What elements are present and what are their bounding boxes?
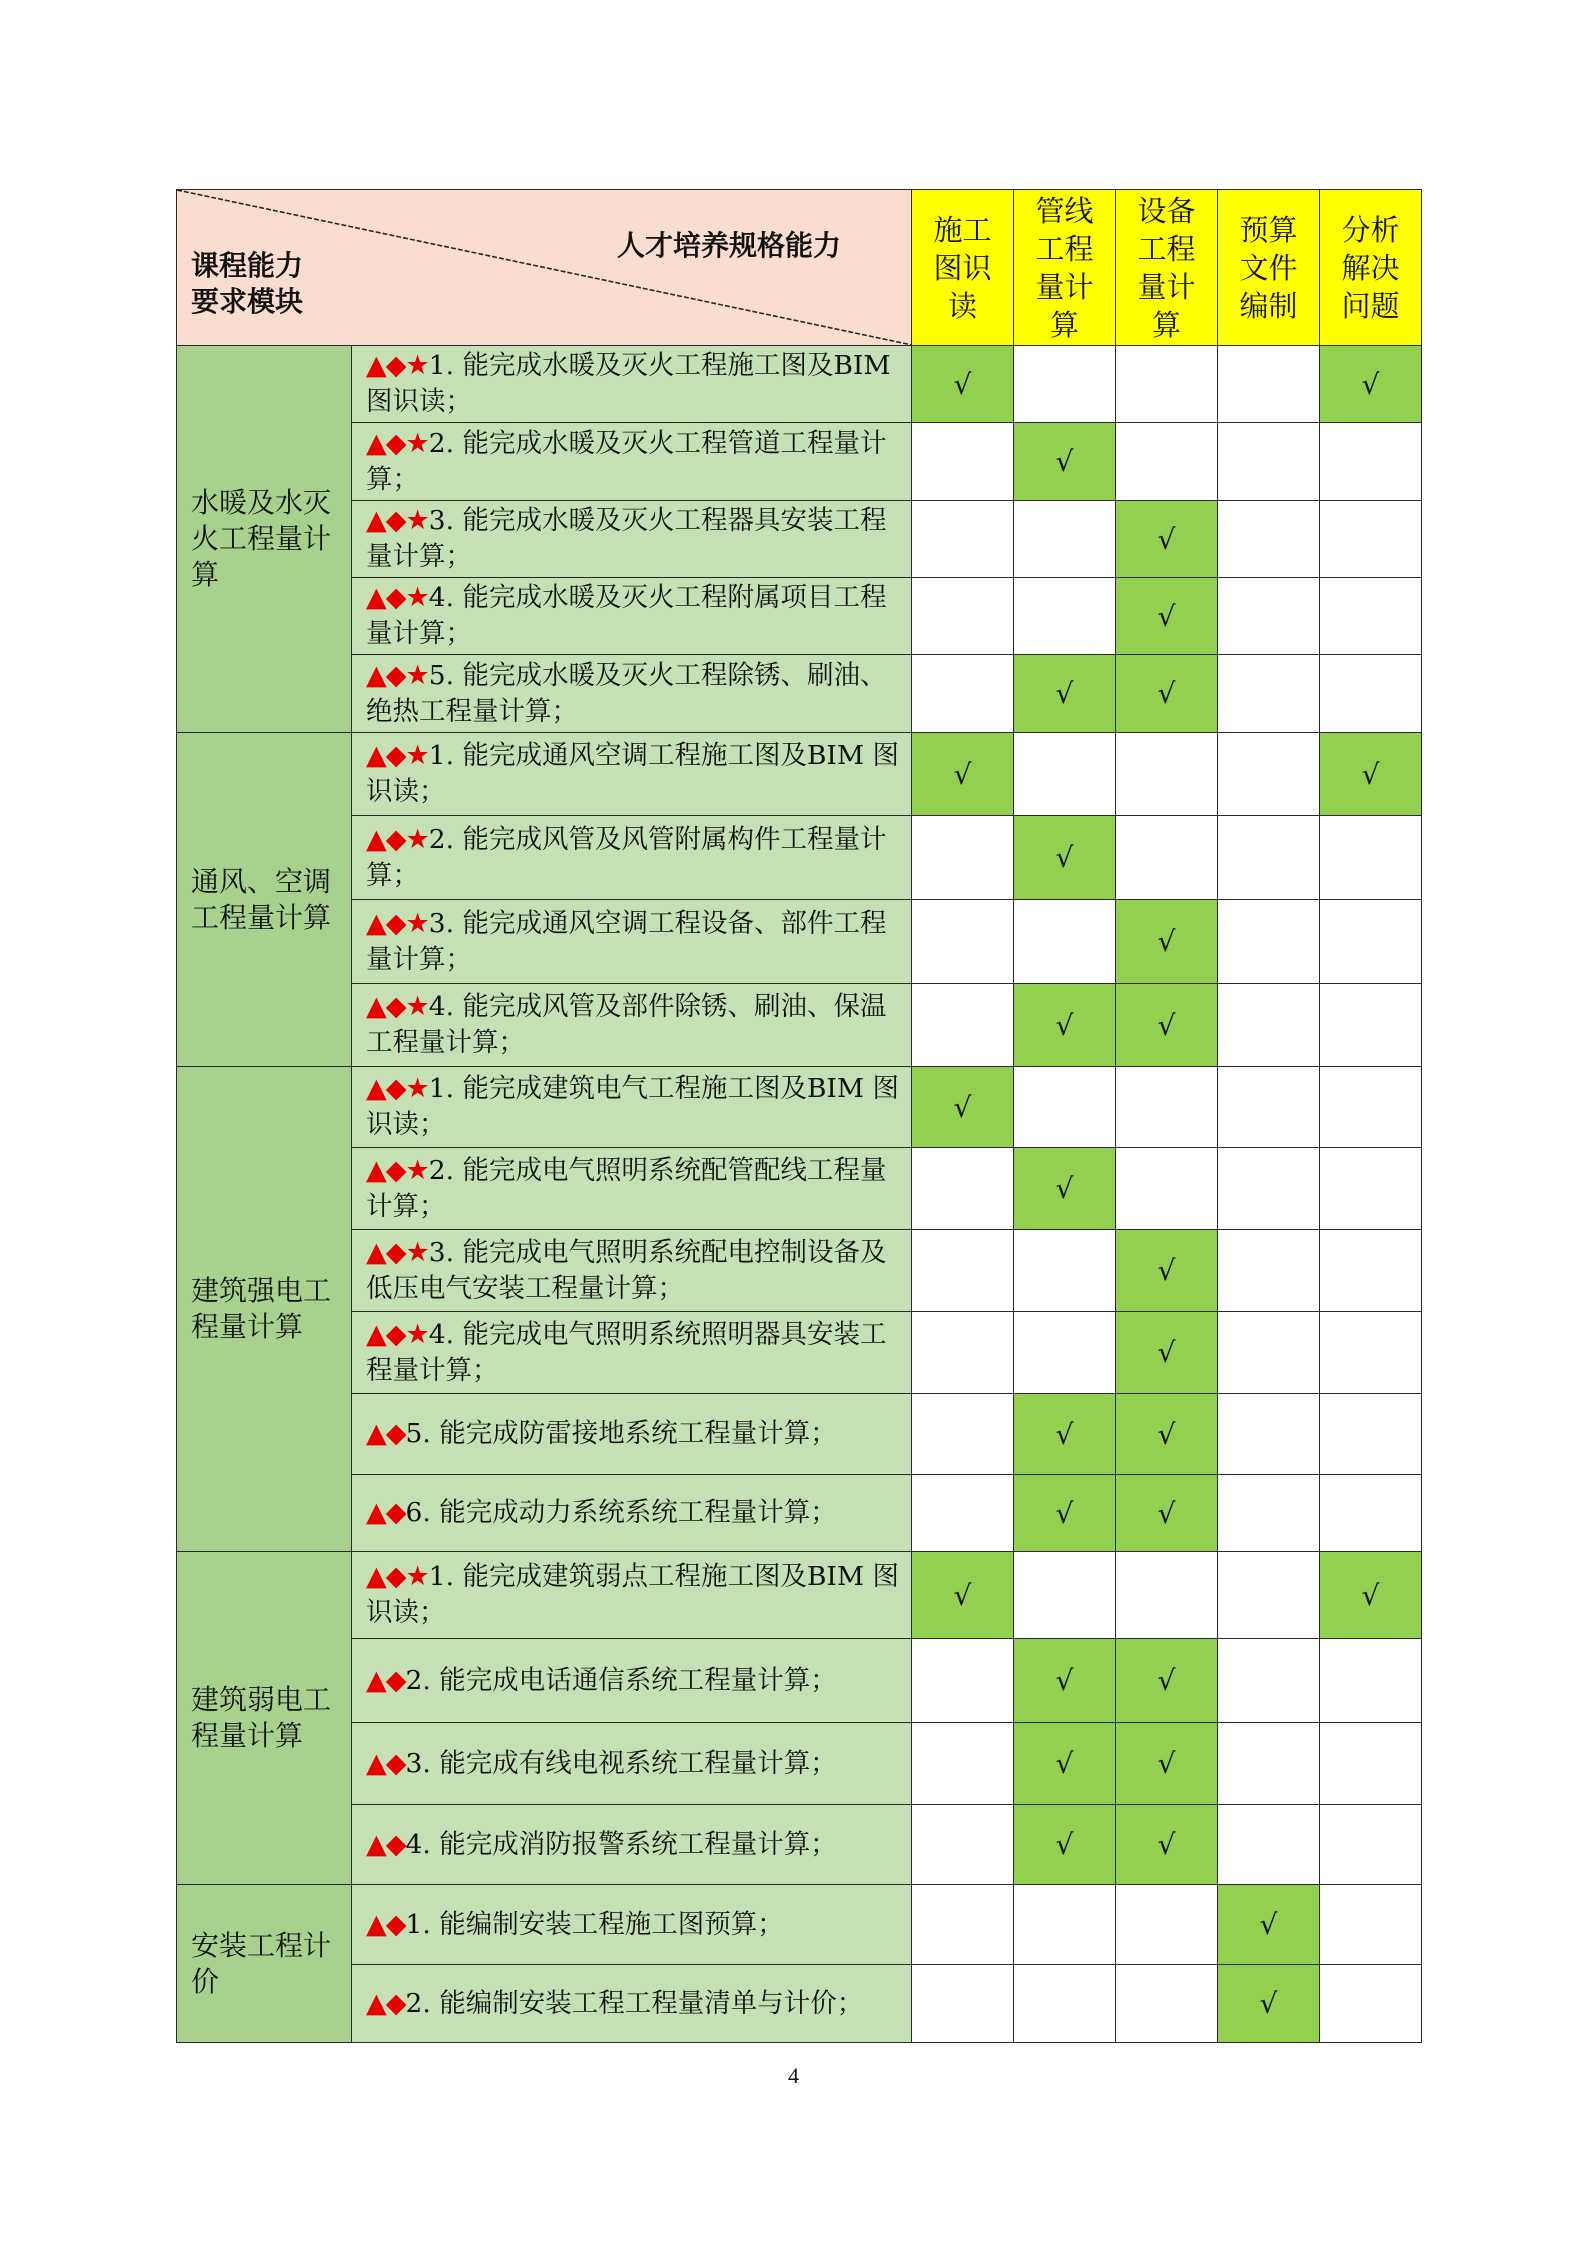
table-row [177,423,1422,501]
ability-item [352,1661,911,1701]
check-mark-icon: √ [1157,925,1176,958]
check-cell-empty [1320,1067,1422,1148]
check-mark-icon: √ [1157,522,1176,556]
ability-item-cell [352,655,912,733]
check-cell-empty [1320,816,1422,900]
ability-item-text: 4. 能完成电气照明系统照明器具安装工程量计算； [366,1318,887,1386]
ability-item [352,1151,911,1227]
ability-item [352,1557,911,1633]
check-cell-marked [1014,655,1116,733]
skill-label: 预算文件编制 [1239,212,1298,323]
check-cell-marked [1014,1723,1116,1805]
module-name: 建筑弱电工程量计算 [191,1683,332,1752]
check-cell-empty [1116,1965,1218,2043]
table-row [177,1805,1422,1885]
ability-item-text: 2. 能完成水暖及灭火工程管道工程量计算； [366,427,887,495]
check-cell-empty [912,1230,1014,1312]
check-cell-empty [1014,1312,1116,1394]
ability-item-text: 5. 能完成水暖及灭火工程除锈、刷油、绝热工程量计算； [366,659,887,727]
check-cell-empty [912,578,1014,655]
check-cell-empty [1218,501,1320,578]
page-number: 4 [788,2063,799,2088]
table-row [177,900,1422,984]
table-row [177,655,1422,733]
check-mark-icon: √ [1157,1664,1176,1697]
check-cell-empty [912,1394,1014,1475]
marker-icons: ▲◆ [366,1747,406,1779]
ability-item [352,820,911,896]
marker-icons: ▲◆★ [366,991,429,1022]
check-cell-empty [1320,1475,1422,1552]
check-mark-icon: √ [1157,1747,1176,1780]
check-cell-empty [1218,1723,1320,1805]
ability-item [352,1233,911,1309]
marker-icons: ▲◆★ [366,427,429,459]
check-cell-empty [1116,816,1218,900]
check-cell-empty [912,984,1014,1067]
marker-icons: ▲◆★ [366,1236,429,1268]
check-cell-empty [1014,733,1116,816]
check-cell-empty [1014,346,1116,423]
check-mark-icon: √ [1055,677,1074,710]
check-cell-empty [1320,984,1422,1067]
skill-header-problem-solving [1320,190,1422,346]
module-name: 水暖及水灭火工程量计算 [191,486,332,591]
check-cell-marked [1014,984,1116,1067]
marker-icons: ▲◆ [366,1664,406,1696]
ability-item-cell [352,1723,912,1805]
ability-item-text: 3. 能完成水暖及灭火工程器具安装工程量计算； [366,505,887,572]
skill-label: 施工图识读 [933,212,992,323]
check-cell-marked [1116,501,1218,578]
ability-item [352,501,911,577]
check-mark-icon: √ [1361,1578,1380,1612]
module-cell [177,1885,352,2043]
check-mark-icon: √ [1055,1172,1074,1205]
module-cell [177,733,352,1067]
check-cell-empty [1116,1885,1218,1965]
check-cell-empty [912,1965,1014,2043]
check-cell-marked [1218,1965,1320,2043]
check-mark-icon: √ [1055,1747,1074,1780]
check-cell-empty [1014,578,1116,655]
check-mark-icon: √ [1157,1828,1176,1861]
check-cell-empty [1218,1148,1320,1230]
ability-item-text: 3. 能完成有线电视系统工程量计算； [405,1747,837,1779]
check-cell-empty [1218,1312,1320,1394]
check-cell-empty [1320,1723,1422,1805]
ability-item-cell [352,733,912,816]
ability-item-cell [352,1394,912,1475]
check-cell-marked [1116,1394,1218,1475]
check-cell-empty [1218,655,1320,733]
ability-item [352,346,911,422]
ability-item [352,904,911,980]
ability-item [352,1414,911,1454]
check-mark-icon: √ [1157,1008,1176,1042]
table-row [177,1885,1422,1965]
ability-item [352,736,911,812]
check-mark-icon: √ [1259,1987,1278,2020]
check-cell-empty [1014,1552,1116,1639]
check-cell-empty [1320,1312,1422,1394]
ability-item [352,1069,911,1145]
ability-item [352,1493,911,1533]
check-mark-icon: √ [1361,367,1380,401]
check-cell-empty [1116,1067,1218,1148]
check-cell-marked [912,346,1014,423]
ability-item-text: 4. 能完成风管及部件除锈、刷油、保温工程量计算； [366,991,887,1058]
check-cell-marked [1014,1639,1116,1723]
check-cell-empty [1320,1394,1422,1475]
check-cell-empty [912,1805,1014,1885]
table-row [177,578,1422,655]
marker-icons: ▲◆★ [366,1318,429,1350]
check-cell-empty [1218,1067,1320,1148]
table-row [177,733,1422,816]
check-cell-marked [1014,423,1116,501]
table-row [177,1067,1422,1148]
check-cell-empty [1218,1805,1320,1885]
marker-icons: ▲◆ [366,1987,406,2019]
module-label [191,248,303,320]
diagonal-header-cell [177,190,912,346]
check-cell-marked [1116,1805,1218,1885]
ability-item [352,578,911,654]
check-cell-empty [1320,423,1422,501]
check-mark-icon: √ [1157,1417,1176,1451]
ability-item-cell [352,1067,912,1148]
ability-item-cell [352,1475,912,1552]
check-mark-icon: √ [953,1578,972,1612]
check-mark-icon: √ [1157,677,1176,710]
check-cell-empty [1320,1885,1422,1965]
check-cell-marked [1116,900,1218,984]
skill-label: 管线工程量计算 [1035,193,1094,342]
talent-ability-label: 人才培养规格能力 [616,229,841,262]
ability-item-cell [352,1312,912,1394]
check-mark-icon: √ [1055,1664,1074,1697]
ability-item [352,987,911,1063]
module-cell [177,1552,352,1885]
check-cell-empty [912,1312,1014,1394]
ability-item-cell [352,1639,912,1723]
ability-item [352,1315,911,1391]
check-cell-empty [1116,1552,1218,1639]
marker-icons: ▲◆★ [366,659,429,691]
marker-icons: ▲◆★ [366,1561,429,1592]
check-mark-icon: √ [1259,1908,1278,1941]
check-mark-icon: √ [1361,757,1380,791]
ability-item-cell [352,816,912,900]
ability-item-text: 4. 能完成水暖及灭火工程附属项目工程量计算； [366,582,887,649]
table-row [177,1394,1422,1475]
ability-item-cell [352,984,912,1067]
skill-header-budget-compilation [1218,190,1320,346]
ability-item-cell [352,346,912,423]
check-cell-empty [912,1723,1014,1805]
check-mark-icon: √ [1157,1336,1176,1369]
check-mark-icon: √ [1157,599,1176,633]
module-name: 建筑强电工程量计算 [191,1274,332,1343]
check-mark-icon: √ [953,367,972,401]
ability-item-cell [352,501,912,578]
check-mark-icon: √ [953,757,972,791]
ability-item-cell [352,1885,912,1965]
table-row [177,1552,1422,1639]
marker-icons: ▲◆★ [366,350,429,381]
table-row [177,1965,1422,2043]
ability-item-cell [352,1230,912,1312]
table-row [177,816,1422,900]
table-row [177,984,1422,1067]
check-cell-marked [1320,733,1422,816]
ability-item-text: 1. 能完成通风空调工程施工图及BIM 图识读； [366,740,899,807]
marker-icons: ▲◆★ [366,505,429,536]
ability-item-text: 6. 能完成动力系统系统工程量计算； [405,1497,837,1528]
check-cell-empty [1320,655,1422,733]
check-cell-empty [1014,1885,1116,1965]
header-row [177,190,1422,346]
marker-icons: ▲◆ [366,1828,406,1860]
module-label-line-1: 课程能力 [191,249,304,282]
module-cell [177,1067,352,1552]
table-row [177,1312,1422,1394]
table-row [177,1475,1422,1552]
module-cell [177,346,352,733]
check-cell-marked [912,733,1014,816]
ability-item-text: 1. 能编制安装工程施工图预算； [405,1908,784,1940]
check-cell-empty [1320,1639,1422,1723]
marker-icons: ▲◆★ [366,907,429,939]
check-cell-empty [1218,423,1320,501]
marker-icons: ▲◆ [366,1497,406,1528]
check-cell-empty [1320,1965,1422,2043]
table-row [177,1148,1422,1230]
ability-item-text: 2. 能编制安装工程工程量清单与计价； [405,1987,864,2019]
skill-header-drawing-reading [912,190,1014,346]
ability-item-text: 2. 能完成风管及风管附属构件工程量计算； [366,823,887,891]
check-mark-icon: √ [953,1090,972,1124]
check-cell-empty [1218,984,1320,1067]
table-row [177,346,1422,423]
ability-item [352,1984,911,2024]
ability-item-text: 1. 能完成水暖及灭火工程施工图及BIM 图识读； [366,350,891,417]
check-cell-empty [912,1885,1014,1965]
ability-item-cell [352,1965,912,2043]
check-cell-marked [1116,984,1218,1067]
check-cell-marked [1218,1885,1320,1965]
check-cell-empty [912,655,1014,733]
ability-item-cell [352,900,912,984]
check-cell-marked [1014,1148,1116,1230]
ability-item-text: 2. 能完成电气照明系统配管配线工程量计算； [366,1154,887,1222]
table-row [177,501,1422,578]
check-cell-empty [912,501,1014,578]
check-cell-empty [1320,501,1422,578]
check-cell-empty [912,900,1014,984]
check-mark-icon: √ [1055,445,1074,478]
check-cell-empty [1116,1148,1218,1230]
marker-icons: ▲◆★ [366,1073,429,1104]
ability-item [352,1825,911,1865]
check-cell-marked [1116,1723,1218,1805]
check-cell-empty [912,423,1014,501]
matrix-body [177,346,1422,2043]
check-cell-empty [1116,423,1218,501]
check-cell-marked [1116,578,1218,655]
ability-matrix-table [176,189,1422,2043]
check-mark-icon: √ [1055,1828,1074,1861]
ability-item-cell [352,1148,912,1230]
marker-icons: ▲◆★ [366,1154,429,1186]
check-mark-icon: √ [1157,1254,1176,1287]
check-cell-marked [1116,655,1218,733]
ability-item-text: 3. 能完成电气照明系统配电控制设备及低压电气安装工程量计算； [366,1236,887,1304]
check-cell-empty [1014,1230,1116,1312]
check-cell-marked [1014,1394,1116,1475]
skill-header-equipment-quantity [1116,190,1218,346]
module-name: 通风、空调工程量计算 [191,864,332,934]
skill-label: 分析解决问题 [1341,212,1400,323]
marker-icons: ▲◆ [366,1418,406,1449]
check-mark-icon: √ [1157,1496,1176,1530]
ability-item-text: 5. 能完成防雷接地系统工程量计算； [405,1418,837,1449]
check-cell-marked [1014,816,1116,900]
check-cell-empty [1218,1475,1320,1552]
check-cell-empty [1320,578,1422,655]
marker-icons: ▲◆★ [366,823,429,855]
ability-item-cell [352,1552,912,1639]
check-cell-empty [1014,1067,1116,1148]
check-cell-empty [1116,346,1218,423]
ability-item-text: 1. 能完成建筑弱点工程施工图及BIM 图识读； [366,1561,899,1628]
check-mark-icon: √ [1055,841,1074,874]
check-cell-empty [1218,816,1320,900]
skill-header-pipeline-quantity [1014,190,1116,346]
check-cell-marked [1116,1312,1218,1394]
check-cell-empty [1218,578,1320,655]
check-cell-empty [1014,501,1116,578]
skill-label: 设备工程量计算 [1137,193,1196,342]
ability-item [352,424,911,500]
ability-item-cell [352,578,912,655]
table-row [177,1639,1422,1723]
check-cell-marked [1014,1475,1116,1552]
marker-icons: ▲◆ [366,1908,406,1940]
marker-icons: ▲◆★ [366,740,429,771]
check-cell-marked [1116,1639,1218,1723]
check-mark-icon: √ [1055,1008,1074,1042]
ability-item-text: 1. 能完成建筑电气工程施工图及BIM 图识读； [366,1073,899,1140]
table-row [177,1723,1422,1805]
check-mark-icon: √ [1055,1417,1074,1451]
check-cell-marked [1320,1552,1422,1639]
check-cell-empty [1218,733,1320,816]
ability-item [352,656,911,732]
check-cell-marked [1014,1805,1116,1885]
check-cell-empty [1218,1552,1320,1639]
check-cell-marked [1320,346,1422,423]
ability-item-text: 4. 能完成消防报警系统工程量计算； [405,1828,837,1860]
check-mark-icon: √ [1055,1496,1074,1530]
module-label-line-2: 要求模块 [191,285,304,318]
check-cell-marked [1116,1475,1218,1552]
ability-item-text: 2. 能完成电话通信系统工程量计算； [405,1664,837,1696]
ability-item [352,1905,911,1945]
ability-item-text: 3. 能完成通风空调工程设备、部件工程量计算； [366,907,887,975]
check-cell-empty [912,1148,1014,1230]
ability-item-cell [352,1805,912,1885]
module-name: 安装工程计价 [191,1928,332,1998]
check-cell-empty [1218,1230,1320,1312]
check-cell-empty [912,1639,1014,1723]
check-cell-empty [1014,1965,1116,2043]
check-cell-empty [1320,900,1422,984]
check-cell-empty [1320,1805,1422,1885]
check-cell-empty [912,816,1014,900]
check-cell-empty [1014,900,1116,984]
check-cell-empty [1116,733,1218,816]
check-cell-marked [912,1552,1014,1639]
check-cell-marked [1116,1230,1218,1312]
check-cell-empty [1218,1639,1320,1723]
check-cell-empty [1320,1148,1422,1230]
marker-icons: ▲◆★ [366,582,429,613]
check-cell-empty [1218,1394,1320,1475]
table-row [177,1230,1422,1312]
check-cell-empty [912,1475,1014,1552]
ability-item [352,1744,911,1784]
ability-item-cell [352,423,912,501]
check-cell-marked [912,1067,1014,1148]
check-cell-empty [1218,900,1320,984]
check-cell-empty [1218,346,1320,423]
check-cell-empty [1320,1230,1422,1312]
